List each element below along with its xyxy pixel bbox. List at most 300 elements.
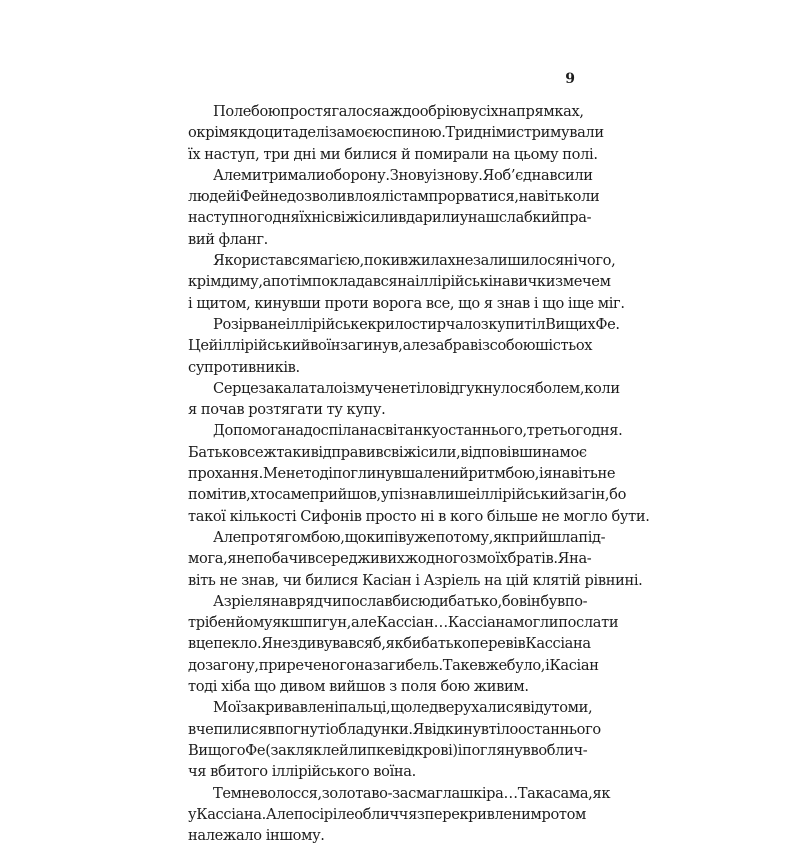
word: бою	[440, 678, 470, 696]
word: почав	[200, 401, 245, 419]
word: якби	[385, 635, 422, 653]
word: перекривленим	[424, 805, 542, 823]
text-line	[188, 165, 593, 186]
word: таки	[276, 443, 311, 461]
word: у	[188, 805, 197, 823]
word: трібен	[188, 614, 236, 632]
word: перевів	[470, 635, 526, 653]
word: три	[263, 145, 290, 163]
word: поля	[400, 678, 437, 696]
word: я	[543, 465, 553, 483]
word: наступ,	[204, 145, 260, 163]
word: і	[457, 741, 463, 759]
word: воїна.	[373, 763, 416, 781]
word: ротом	[541, 805, 587, 823]
word: цій	[505, 571, 529, 589]
word: стирчало	[411, 315, 481, 333]
word: Фе	[245, 741, 266, 759]
word: сили,	[420, 443, 461, 461]
text-line	[188, 207, 592, 228]
word: Така	[517, 784, 553, 802]
word: тримали	[261, 166, 326, 184]
word: окрім	[188, 124, 230, 142]
word: як	[272, 614, 290, 632]
text-line	[188, 229, 572, 250]
word: жодного	[404, 550, 469, 568]
word: з	[389, 678, 397, 696]
word: аж	[381, 103, 403, 120]
word: їх	[188, 145, 201, 163]
word: не	[597, 465, 616, 483]
word: собою	[489, 337, 536, 355]
word: загін,	[567, 486, 610, 504]
word: крило	[367, 315, 412, 333]
word: іллірійські	[414, 273, 493, 291]
word: хто	[250, 486, 275, 504]
word: навряд	[270, 592, 323, 610]
body-text	[188, 101, 650, 846]
word: знав,	[241, 571, 279, 589]
word: ледве	[412, 699, 454, 717]
word: і	[342, 379, 347, 397]
word: моє	[559, 443, 587, 461]
word: у	[459, 209, 468, 227]
word: чи	[322, 592, 342, 610]
word: сили	[557, 166, 593, 184]
word: Знову	[389, 166, 433, 184]
word: кинувши	[254, 294, 321, 312]
word: із	[477, 337, 490, 355]
word: билися	[305, 571, 359, 589]
word: поглянув	[462, 741, 531, 759]
word: належало	[188, 827, 262, 845]
text-line	[188, 463, 616, 484]
text-line	[188, 719, 601, 740]
word: й	[339, 741, 349, 759]
word: в	[267, 720, 276, 738]
word: на-	[569, 550, 592, 568]
word: хіба	[221, 678, 251, 696]
word: пра-	[559, 209, 592, 227]
word: усіх	[470, 103, 499, 120]
word: свіжі	[383, 443, 421, 461]
word: напрямках,	[498, 103, 584, 120]
word: моєю	[344, 124, 385, 142]
word: погнуті	[275, 720, 330, 738]
word: чи	[282, 571, 302, 589]
word: диму,	[221, 273, 263, 291]
word: третього	[526, 422, 592, 440]
word: Я	[213, 252, 225, 270]
word: Я	[261, 635, 273, 653]
word: Мої	[213, 699, 241, 717]
word: коли	[584, 379, 620, 397]
text-line	[188, 527, 606, 548]
word: дні	[473, 124, 496, 142]
word: останнього	[517, 720, 601, 738]
word: лоялістам	[354, 188, 429, 206]
word: обличчя	[354, 805, 417, 823]
word: Три	[445, 124, 474, 142]
word: знову.	[436, 166, 483, 184]
word: все	[239, 443, 264, 461]
word: загону,	[205, 656, 259, 674]
word: бою	[251, 103, 281, 120]
word: Фе	[239, 188, 260, 206]
word: Кассіана	[525, 635, 591, 653]
text-line	[188, 186, 600, 207]
word: бою,	[311, 528, 345, 546]
word: кого	[449, 507, 483, 525]
text-line	[188, 676, 572, 697]
text-line	[188, 697, 593, 718]
word: ми	[319, 145, 341, 163]
word: послати	[558, 614, 619, 632]
word: бо	[501, 592, 519, 610]
word: Фе.	[595, 315, 620, 333]
word: шалений	[401, 465, 469, 483]
word: і	[545, 656, 550, 674]
word: билися	[344, 145, 398, 163]
word: на	[354, 656, 373, 674]
word: слабкий	[498, 209, 560, 227]
word: купи	[488, 315, 525, 333]
word: і	[415, 571, 420, 589]
word: помирали	[414, 145, 489, 163]
word: шпигун,	[289, 614, 352, 632]
word: Я	[412, 720, 425, 738]
text-line	[188, 740, 588, 761]
word: не	[219, 571, 238, 589]
word: іллірійського	[271, 763, 370, 781]
word: уже	[405, 528, 436, 546]
word: ворога	[372, 294, 422, 312]
word: до	[402, 103, 420, 120]
text-line	[188, 570, 643, 591]
text-line	[188, 783, 611, 804]
word: лише	[435, 486, 476, 504]
word: Темне	[213, 784, 260, 802]
word: жилах	[407, 252, 456, 270]
word: пальці,	[338, 699, 391, 717]
word: цьому	[513, 145, 559, 163]
word: більше	[486, 507, 538, 525]
word: щитом,	[196, 294, 251, 312]
word: іншому.	[265, 827, 325, 845]
word: могли	[513, 614, 559, 632]
word: з	[468, 550, 476, 568]
word: наш	[467, 209, 499, 227]
word: би	[392, 592, 411, 610]
word: все,	[425, 294, 455, 312]
word: прийшов,	[309, 486, 381, 504]
word: Таке	[442, 656, 478, 674]
word: а	[262, 273, 271, 291]
word: закалатало	[258, 379, 343, 397]
word: Але	[213, 528, 241, 546]
word: їхні	[299, 209, 326, 227]
word: іллірійський	[475, 486, 568, 504]
text-line	[188, 612, 619, 633]
text-line	[188, 442, 587, 463]
word: Азріеля	[213, 592, 271, 610]
word: був	[540, 592, 565, 610]
word: полі.	[562, 145, 598, 163]
word: поглинув	[332, 465, 402, 483]
word: магією,	[308, 252, 364, 270]
word: в	[399, 252, 408, 270]
word: й	[401, 145, 411, 163]
word: ж	[263, 443, 277, 461]
word: по	[435, 528, 454, 546]
word: що	[390, 699, 412, 717]
word: не	[272, 635, 291, 653]
word: на	[492, 145, 510, 163]
word: в	[188, 635, 196, 653]
word: могло	[563, 507, 608, 525]
word: золотаво-засмагла	[321, 784, 460, 802]
word: вчепилися	[188, 720, 268, 738]
word: купу.	[346, 401, 386, 419]
word: упізнав	[380, 486, 436, 504]
text-line	[188, 633, 591, 654]
word: живим.	[473, 678, 529, 696]
word: це	[195, 635, 214, 653]
text-line	[188, 399, 572, 420]
word: з	[416, 805, 425, 823]
word: Цей	[188, 337, 219, 355]
word: відкинув	[424, 720, 489, 738]
word: дні	[293, 145, 316, 163]
word: що	[344, 528, 367, 546]
text-line	[188, 484, 627, 505]
word: мога,	[188, 550, 228, 568]
word: Я	[557, 550, 570, 568]
word: навіть	[518, 188, 564, 206]
word: не	[236, 550, 254, 568]
word: загибель.	[372, 656, 443, 674]
word: до	[247, 124, 265, 142]
word: світанку	[377, 422, 440, 440]
word: коли	[563, 188, 600, 206]
word: іще	[567, 294, 594, 312]
word: протягом	[240, 528, 312, 546]
word: йому	[235, 614, 273, 632]
word: Кассіан…	[376, 614, 448, 632]
text-line	[188, 804, 587, 825]
word: і	[539, 465, 544, 483]
word: людей	[188, 188, 236, 206]
word: прохання.	[188, 465, 263, 483]
word: саме	[274, 486, 310, 504]
word: свіжі	[325, 209, 363, 227]
word: братів.	[507, 550, 558, 568]
word: іллірійський	[218, 337, 311, 355]
word: моїх	[476, 550, 508, 568]
word: за	[328, 124, 345, 142]
word: послав	[341, 592, 393, 610]
word: нічого,	[563, 252, 616, 270]
word: було,	[506, 656, 546, 674]
text-line	[188, 548, 592, 569]
text-line	[188, 250, 616, 271]
word: вже	[477, 656, 507, 674]
word: з	[555, 273, 563, 291]
word: і	[533, 294, 539, 312]
word: оборону.	[325, 166, 390, 184]
word: обрію	[419, 103, 463, 120]
word: в	[530, 741, 539, 759]
word: прийшла	[510, 528, 579, 546]
word: змучене	[346, 379, 409, 397]
word: що	[542, 294, 564, 312]
word: він	[518, 592, 541, 610]
word: (заклякле	[265, 741, 340, 759]
word: як	[229, 124, 248, 142]
word: сили	[362, 209, 399, 227]
word: Касіан	[549, 656, 599, 674]
word: навички	[492, 273, 556, 291]
word: болем,	[534, 379, 585, 397]
word: по-	[564, 592, 588, 610]
word: сама,	[552, 784, 593, 802]
word: бою,	[505, 465, 540, 483]
text-line	[188, 271, 611, 292]
word: батько	[421, 635, 471, 653]
page-number: 9	[565, 71, 575, 87]
word: вий	[188, 230, 215, 248]
word: я	[188, 401, 197, 419]
word: бо	[609, 486, 627, 504]
word: вийшов	[329, 678, 386, 696]
text-line	[188, 655, 599, 676]
word: не	[541, 507, 560, 525]
word: рівнині.	[584, 571, 643, 589]
word: забрав	[428, 337, 478, 355]
word: в	[462, 103, 471, 120]
word: спиною.	[384, 124, 446, 142]
word: Розірване	[213, 315, 286, 333]
word: відправив	[310, 443, 384, 461]
word: приреченого	[258, 656, 355, 674]
word: потім	[271, 273, 312, 291]
word: як	[493, 528, 511, 546]
word: тіл	[524, 315, 546, 333]
word: Але	[213, 166, 241, 184]
word: іллірійське	[285, 315, 368, 333]
word: прорватися,	[428, 188, 519, 206]
word: живих	[357, 550, 405, 568]
word: такої	[188, 507, 226, 525]
word: мечем	[562, 273, 611, 291]
word: користався	[224, 252, 309, 270]
word: помітив,	[188, 486, 251, 504]
word: тоді	[188, 678, 218, 696]
word: вбитого	[210, 763, 268, 781]
word: здивувався	[290, 635, 373, 653]
text-line	[188, 335, 593, 356]
word: обладунки.	[329, 720, 413, 738]
word: Касіан	[362, 571, 412, 589]
word: й	[259, 188, 270, 206]
word: дивом	[279, 678, 326, 696]
word: але	[402, 337, 429, 355]
word: проти	[324, 294, 369, 312]
word: наступного	[188, 209, 273, 227]
word: шістьох	[535, 337, 593, 355]
word: цитаделі	[264, 124, 329, 142]
word: що	[458, 294, 480, 312]
text-line	[188, 357, 572, 378]
word: і	[188, 294, 193, 312]
word: чя	[188, 763, 207, 781]
word: утоми,	[543, 699, 593, 717]
word: батько,	[448, 592, 502, 610]
word: крові)	[414, 741, 458, 759]
word: Кассіана.	[196, 805, 266, 823]
word: навіть	[552, 465, 598, 483]
word: віть	[188, 571, 216, 589]
word: волосся,	[259, 784, 322, 802]
text-line	[188, 420, 623, 441]
word: останнього,	[439, 422, 527, 440]
word: ні	[420, 507, 435, 525]
word: закривавлені	[240, 699, 339, 717]
word: і	[235, 188, 240, 206]
word: не	[269, 188, 288, 206]
text-line	[188, 122, 604, 143]
word: розтягати	[248, 401, 323, 419]
word: що	[254, 678, 276, 696]
word: до	[188, 656, 206, 674]
word: загинув,	[340, 337, 403, 355]
word: Кассіана	[447, 614, 514, 632]
text-line	[188, 144, 598, 165]
word: Сифонів	[300, 507, 362, 525]
word: на	[397, 273, 415, 291]
word: знав	[496, 294, 530, 312]
word: я	[227, 550, 237, 568]
word: Я	[482, 166, 494, 184]
word: посіріле	[293, 805, 355, 823]
text-line	[188, 101, 584, 122]
text-line	[188, 314, 620, 335]
word: дня.	[591, 422, 623, 440]
word: Поле	[213, 103, 252, 120]
word: Вищого	[188, 741, 246, 759]
word: вдарили	[398, 209, 460, 227]
word: тіло	[408, 379, 439, 397]
word: надоспіла	[285, 422, 360, 440]
word: воїн	[310, 337, 341, 355]
word: ми	[495, 124, 517, 142]
word: побачив	[253, 550, 316, 568]
word: Серце	[213, 379, 259, 397]
word: Допомога	[213, 422, 286, 440]
word: дозволив	[287, 188, 355, 206]
word: кількості	[229, 507, 297, 525]
word: рухалися	[454, 699, 523, 717]
word: шкіра…	[459, 784, 518, 802]
word: ту	[326, 401, 343, 419]
word: липке	[348, 741, 394, 759]
word: стримували	[516, 124, 604, 142]
word: ритм	[468, 465, 506, 483]
word: крім	[188, 273, 222, 291]
word: від	[522, 699, 544, 717]
word: залишилося	[473, 252, 564, 270]
word: поки	[363, 252, 400, 270]
